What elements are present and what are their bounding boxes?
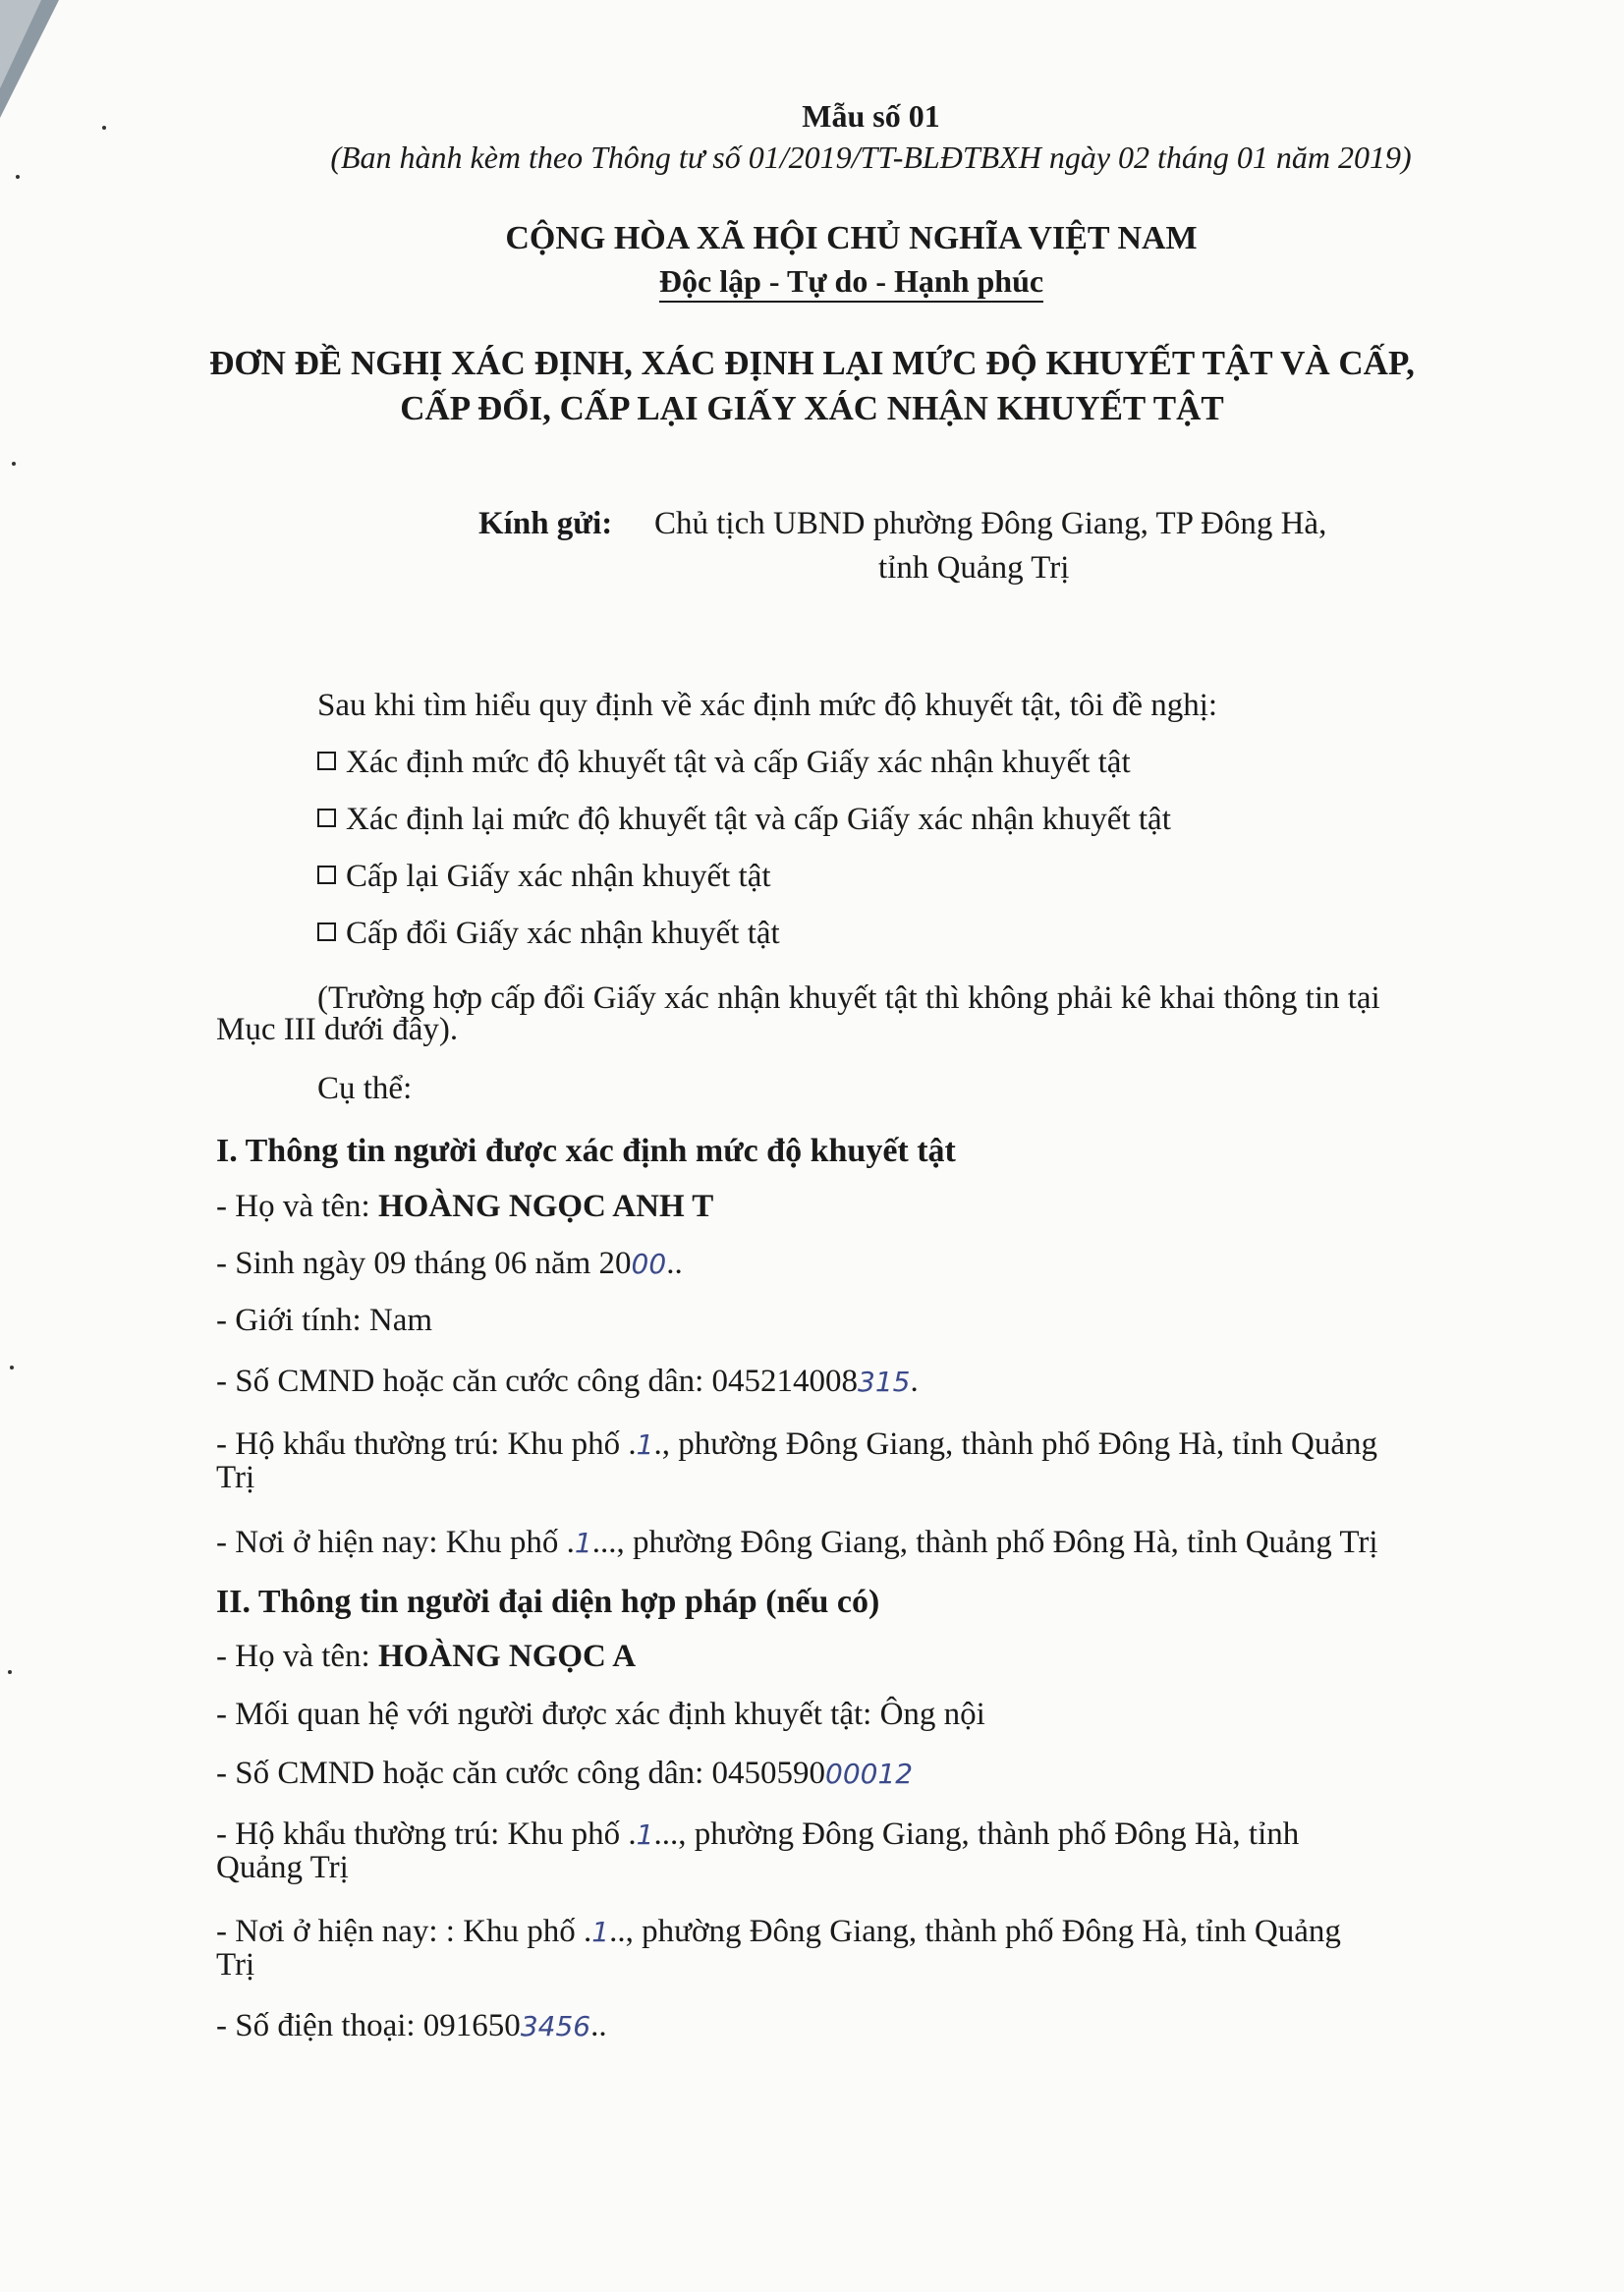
dob-printed: - Sinh ngày 09 tháng 06 năm 20 [216,1246,632,1281]
representative-name-value: HOÀNG NGỌC A [377,1639,637,1674]
person-sex-row: - Giới tính: Nam [216,1303,433,1338]
representative-name-row [216,1639,636,1675]
checkbox-icon[interactable] [317,922,336,941]
id-printed: - Số CMND hoặc căn cước công dân: 0450590 [216,1756,826,1791]
national-motto [39,263,1624,300]
residence-handwritten: 1 [574,1527,592,1559]
residence-printed-b: ..., phường Đông Giang, thành phố Đông Hà, tỉnh Quảng Trị [591,1525,1378,1560]
id-handwritten: 315 [858,1366,911,1398]
checkbox-icon[interactable] [317,752,336,770]
checkbox-icon[interactable] [317,866,336,884]
form-number: Mẫu số 01 [802,98,940,134]
request-option-4[interactable] [317,916,780,952]
id-handwritten: 00012 [825,1758,914,1790]
name-label: - Họ và tên: [216,1639,378,1674]
dob-tail: .. [666,1246,683,1281]
addressee-line-2: tỉnh Quảng Trị [878,550,1070,586]
household-handwritten: 1 [636,1428,654,1461]
person-dob-row [216,1246,683,1282]
option-label: Xác định mức độ khuyết tật và cấp Giấy xác nhận khuyết tật [346,745,1131,780]
motto-text: Độc lập - Tự do - Hạnh phúc [659,263,1043,303]
residence-handwritten: 1 [591,1916,610,1948]
option-label: Cấp đổi Giấy xác nhận khuyết tật [346,916,780,951]
addressee-line-1: Chủ tịch UBND phường Đông Giang, TP Đông Hà, [654,506,1327,541]
representative-residence-row-continued: Trị [216,1947,255,1983]
exchange-note-line-2: Mục III dưới đây). [216,1012,459,1047]
folded-corner-inner [0,0,41,88]
person-id-row [216,1364,919,1400]
residence-printed-b: .., phường Đông Giang, thành phố Đông Hà, tỉnh Quảng [609,1914,1341,1949]
id-tail: . [910,1364,919,1399]
residence-printed-a: - Nơi ở hiện nay: Khu phố . [216,1525,575,1560]
household-printed-b: ., phường Đông Giang, thành phố Đông Hà, tỉnh Quảng [653,1426,1377,1462]
person-household-row-continued: Trị [216,1460,255,1495]
scan-speck [8,1670,12,1674]
person-name-value: HOÀNG NGỌC ANH T [377,1189,714,1224]
dob-handwritten: 00 [631,1248,667,1280]
representative-id-row [216,1756,913,1792]
phone-tail: .. [590,2008,607,2043]
request-option-3[interactable] [317,859,771,895]
checkbox-icon[interactable] [317,809,336,827]
specifically-label: Cụ thể: [317,1071,413,1106]
household-printed-b: ..., phường Đông Giang, thành phố Đông Hà, tỉnh [653,1817,1300,1852]
section-1-heading: I. Thông tin người được xác định mức độ khuyết tật [216,1133,956,1169]
representative-residence-row [216,1914,1341,1950]
person-name-row [216,1189,713,1225]
id-printed: - Số CMND hoặc căn cước công dân: 045214008 [216,1364,859,1399]
request-option-2[interactable] [317,802,1171,838]
issued-with-note: (Ban hành kèm theo Thông tư số 01/2019/TT-BLĐTBXH ngày 02 tháng 01 năm 2019) [330,140,1412,175]
scan-speck [12,462,16,466]
representative-relation-row: - Mối quan hệ với người được xác định khuyết tật: Ông nội [216,1697,985,1732]
household-printed-a: - Hộ khẩu thường trú: Khu phố . [216,1817,637,1852]
phone-handwritten: 3456 [520,2010,591,2042]
document-title-line-1: ĐƠN ĐỀ NGHỊ XÁC ĐỊNH, XÁC ĐỊNH LẠI MỨC ĐỘ KHUYẾT TẬT VÀ CẤP, [209,344,1415,382]
addressee-label: Kính gửi: [478,506,613,541]
request-option-1[interactable] [317,745,1131,781]
representative-household-row-continued: Quảng Trị [216,1850,349,1885]
residence-printed-a: - Nơi ở hiện nay: : Khu phố . [216,1914,592,1949]
phone-printed: - Số điện thoại: 091650 [216,2008,521,2043]
option-label: Cấp lại Giấy xác nhận khuyết tật [346,859,771,894]
scan-speck [16,175,20,179]
national-title: CỘNG HÒA XÃ HỘI CHỦ NGHĨA VIỆT NAM [505,220,1198,256]
section-2-heading: II. Thông tin người đại diện hợp pháp (nếu có) [216,1584,880,1620]
document-title-line-2: CẤP ĐỔI, CẤP LẠI GIẤY XÁC NHẬN KHUYẾT TẬT [400,389,1224,427]
name-label: - Họ và tên: [216,1189,378,1224]
request-intro: Sau khi tìm hiểu quy định về xác định mức độ khuyết tật, tôi đề nghị: [317,688,1218,723]
person-household-row [216,1426,1377,1463]
household-handwritten: 1 [636,1818,654,1851]
scan-speck [10,1366,14,1370]
option-label: Xác định lại mức độ khuyết tật và cấp Giấy xác nhận khuyết tật [346,802,1171,837]
representative-phone-row [216,2008,607,2044]
representative-household-row [216,1817,1299,1853]
person-residence-row [216,1525,1378,1561]
exchange-note-line-1: (Trường hợp cấp đổi Giấy xác nhận khuyết tật thì không phải kê khai thông tin tại [317,980,1380,1016]
household-printed-a: - Hộ khẩu thường trú: Khu phố . [216,1426,637,1462]
